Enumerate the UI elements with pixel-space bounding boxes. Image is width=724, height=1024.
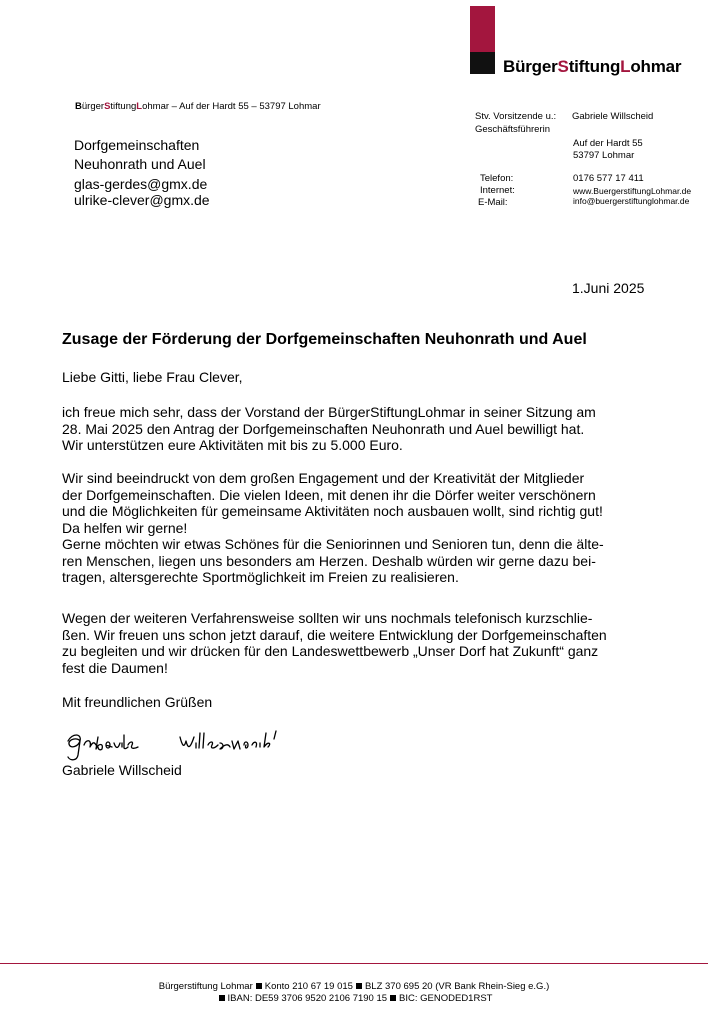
email-label: E-Mail: [478,197,508,208]
role-label-2: Geschäftsführerin [475,124,550,135]
paragraph-2: Wir sind beeindruckt von dem großen Engagement und der Kreativität der Mitglieder der Dorfgemeinschaften. Die vielen Ideen, mit denen ihr die Dörfer weiter verschönern und die Möglichkeiten für gemeinsame Aktivitäten noch ausbauen wollt, sind richtig gut! Da helfen wir gerne! Gerne möchten wir etwas Schönes für die Seniorinnen und Senioren tun, denn die älte- ren Menschen, liegen uns besonders am Herzen. Deshalb würden wir gerne dazu bei- tragen, altersgerechte Sportmöglichkeit im Freien zu realisieren. [62,470,604,585]
recipient-line-1: Dorfgemeinschaften [74,137,200,153]
contact-name: Gabriele Willscheid [572,111,654,122]
letter-subject: Zusage der Förderung der Dorfgemeinschaften Neuhonrath und Auel [62,331,587,348]
signer-name: Gabriele Willscheid [62,762,182,778]
logo-red-block [470,6,495,52]
closing: Mit freundlichen Grüßen [62,694,213,710]
square-bullet-icon [256,983,262,989]
paragraph-1: ich freue mich sehr, dass der Vorstand der BürgerStiftungLohmar in seiner Sitzung am 28. Mai 2025 den Antrag der Dorfgemeinschaften Neuhonrath und Auel bewilligt hat. Wir unterstützen eure Aktivitäten mit bis zu 5.000 Euro. [62,404,596,453]
handwritten-signature [62,727,302,763]
square-bullet-icon [219,995,225,1001]
footer-line-1: Bürgerstiftung Lohmar Konto 210 67 19 015 BLZ 370 695 20 (VR Bank Rhein-Sieg e.G.) [158,981,550,992]
footer-line-2: IBAN: DE59 3706 9520 2106 7190 15 BIC: GENODED1RST [0,993,708,1004]
footer-divider [0,963,708,964]
paragraph-3: Wegen der weiteren Verfahrensweise sollten wir uns nochmals telefonisch kurzschlie- ßen. Wir freuen uns schon jetzt darauf, die weitere Entwicklung der Dorfgemeinschaften zu begleiten und wir drücken für den Landeswettbewerb „Unser Dorf hat Zukunft“ ganz fest die Daumen! [62,610,607,676]
logo-black-block [470,52,495,74]
contact-street: Auf der Hardt 55 [573,138,643,149]
phone-number: 0176 577 17 411 [573,173,644,184]
internet-link[interactable]: www.BuergerstiftungLohmar.de [573,186,692,196]
salutation: Liebe Gitti, liebe Frau Clever, [62,369,243,385]
recipient-email-1: glas-gerdes@gmx.de [74,176,208,192]
role-label-1: Stv. Vorsitzende u.: [475,111,557,122]
phone-label: Telefon: [480,173,514,184]
square-bullet-icon [356,983,362,989]
letter-date: 1.Juni 2025 [572,280,645,296]
contact-city: 53797 Lohmar [573,150,635,161]
square-bullet-icon [390,995,396,1001]
sender-return-address: BürgerStiftungLohmar – Auf der Hardt 55 – 53797 Lohmar [75,101,321,112]
recipient-email-2: ulrike-clever@gmx.de [74,192,210,208]
logo-wordmark: BürgerStiftungLohmar [503,57,682,76]
email-link[interactable]: info@buergerstiftunglohmar.de [573,196,690,206]
recipient-line-2: Neuhonrath und Auel [74,156,206,172]
internet-label: Internet: [480,185,515,196]
